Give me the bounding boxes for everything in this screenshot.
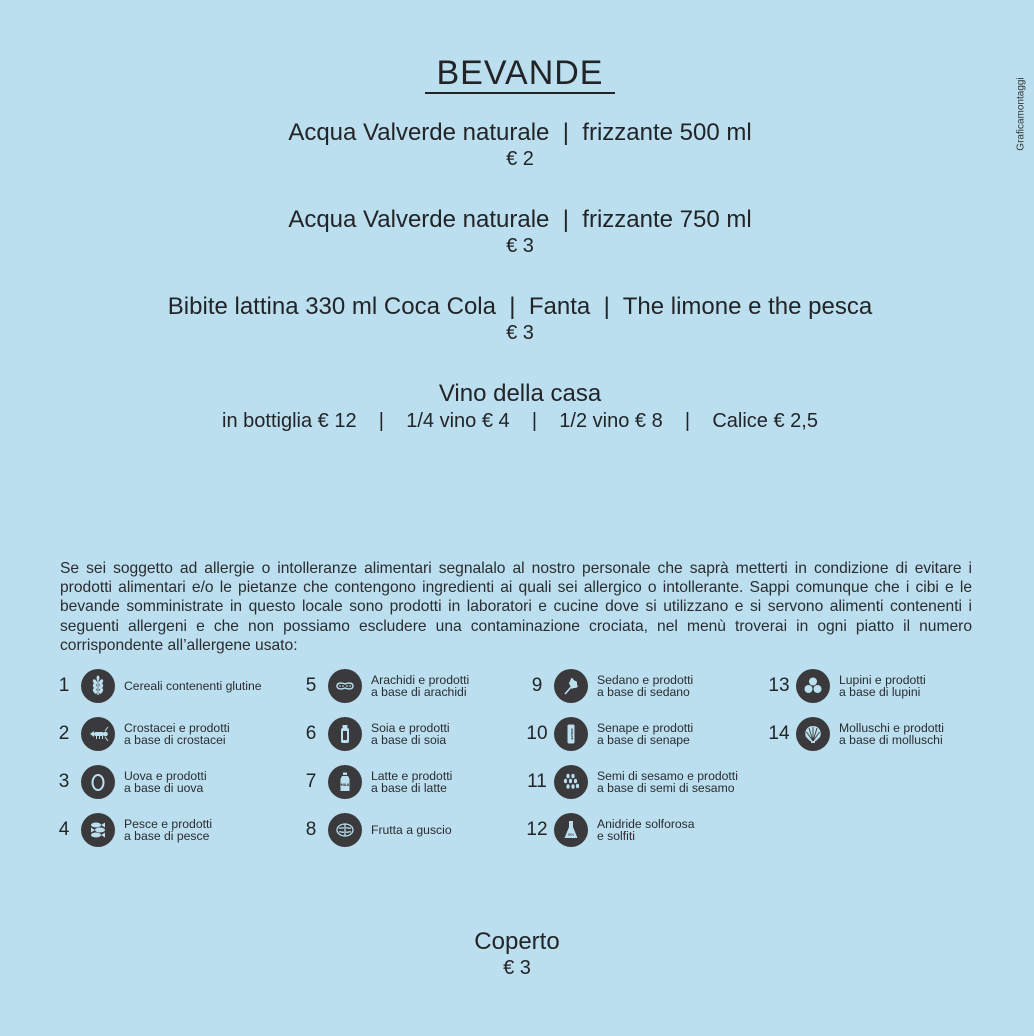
allergen-number: 4 xyxy=(58,819,70,840)
coperto-item xyxy=(0,928,1034,980)
allergen-item xyxy=(768,667,926,705)
allergen-number: 7 xyxy=(305,771,317,792)
allergen-number: 14 xyxy=(768,723,790,744)
sesame-icon xyxy=(554,765,588,799)
walnut-icon xyxy=(328,813,362,847)
drink-item xyxy=(0,293,1034,345)
allergen-item xyxy=(768,715,944,753)
allergen-label: Molluschi e prodotti a base di molluschi xyxy=(839,720,944,747)
wine-prices: in bottiglia € 12 | 1/4 vino € 4 | 1/2 vino € 8 | Calice € 2,5 xyxy=(222,410,818,432)
allergen-item xyxy=(53,763,207,801)
drink-item xyxy=(0,206,1034,258)
allergen-number: 13 xyxy=(768,675,790,696)
page-title-text: BEVANDE xyxy=(425,54,616,94)
svg-text:SO₂: SO₂ xyxy=(567,832,575,837)
shrimp-icon xyxy=(81,717,115,751)
allergen-number: 2 xyxy=(58,723,70,744)
drink-price: € 3 xyxy=(506,322,534,344)
drink-item xyxy=(0,119,1034,171)
allergen-item xyxy=(300,763,452,801)
allergen-label: Latte e prodotti a base di latte xyxy=(371,768,453,795)
allergen-item xyxy=(526,763,738,801)
allergen-item xyxy=(300,715,450,753)
sulfite-flask-icon xyxy=(554,813,588,847)
allergen-item xyxy=(53,715,230,753)
soy-bottle-icon xyxy=(328,717,362,751)
allergen-label: Senape e prodotti a base di senape xyxy=(597,720,694,747)
allergen-number: 8 xyxy=(305,819,317,840)
fish-icon xyxy=(81,813,115,847)
allergen-item xyxy=(300,811,452,849)
drink-name: Bibite lattina 330 ml Coca Cola | Fanta | The limone e the pesca xyxy=(167,293,873,320)
svg-text:MILK: MILK xyxy=(340,783,350,787)
wine-item xyxy=(0,380,1034,434)
coperto-price: € 3 xyxy=(503,957,531,979)
wheat-icon xyxy=(81,669,115,703)
allergen-label: Cereali contenenti glutine xyxy=(124,678,262,693)
allergen-label: Crostacei e prodotti a base di crostacei xyxy=(124,720,230,747)
allergen-number: 9 xyxy=(531,675,543,696)
allergen-number: 3 xyxy=(58,771,70,792)
shell-icon xyxy=(796,717,830,751)
allergen-label: Pesce e prodotti a base di pesce xyxy=(124,816,213,843)
allergen-label: Sedano e prodotti a base di sedano xyxy=(597,672,694,699)
drink-name: Acqua Valverde naturale | frizzante 500 ml xyxy=(288,119,752,146)
drink-name: Acqua Valverde naturale | frizzante 750 ml xyxy=(288,206,752,233)
peanut-icon xyxy=(328,669,362,703)
allergen-number: 6 xyxy=(305,723,317,744)
allergen-label: Semi di sesamo e prodotti a base di semi di sesamo xyxy=(597,768,738,795)
allergen-item xyxy=(526,667,693,705)
allergen-item xyxy=(53,811,212,849)
allergen-number: 10 xyxy=(526,723,548,744)
lupin-icon xyxy=(796,669,830,703)
allergen-label: Soia e prodotti a base di soia xyxy=(371,720,450,747)
allergen-item xyxy=(526,811,695,849)
allergen-item xyxy=(526,715,693,753)
egg-icon xyxy=(81,765,115,799)
coperto-name: Coperto xyxy=(474,928,560,955)
allergy-notice: Se sei soggetto ad allergie o intolleranze alimentari segnalalo al nostro personale che saprà metterti in condizione di evitare i prodotti alimentari e/o le pietanze che contengono ingredienti ai quali sei allergico o intollerante. Sappi comunque che i cibi e le bevande somministrate in questo locale sono prodotti in laboratori e cucine dove si utilizzano e si servono alimenti contenenti i seguenti allergeni e che non possiamo escludere una contaminazione crociata, nel menù troverai in ogni piatto il numero corrispondente all’allergene usato: xyxy=(60,560,972,654)
allergen-number: 12 xyxy=(526,819,548,840)
allergen-number: 1 xyxy=(58,675,70,696)
mustard-icon xyxy=(554,717,588,751)
page-title xyxy=(0,53,1034,94)
svg-text:SENAPE: SENAPE xyxy=(570,728,573,740)
wine-name: Vino della casa xyxy=(438,380,602,407)
allergen-number: 11 xyxy=(527,771,547,792)
milk-bottle-icon xyxy=(328,765,362,799)
allergen-label: Lupini e prodotti a base di lupini xyxy=(839,672,926,699)
allergen-item xyxy=(300,667,469,705)
allergen-label: Frutta a guscio xyxy=(371,822,452,837)
drink-price: € 3 xyxy=(506,235,534,257)
allergen-label: Anidride solforosa e solfiti xyxy=(597,816,695,843)
allergen-label: Uova e prodotti a base di uova xyxy=(124,768,207,795)
allergen-item xyxy=(53,667,262,705)
allergen-number: 5 xyxy=(305,675,317,696)
credit-text: Graficamontaggi xyxy=(1015,77,1027,151)
allergen-label: Arachidi e prodotti a base di arachidi xyxy=(371,672,470,699)
celery-icon xyxy=(554,669,588,703)
drink-price: € 2 xyxy=(506,148,534,170)
